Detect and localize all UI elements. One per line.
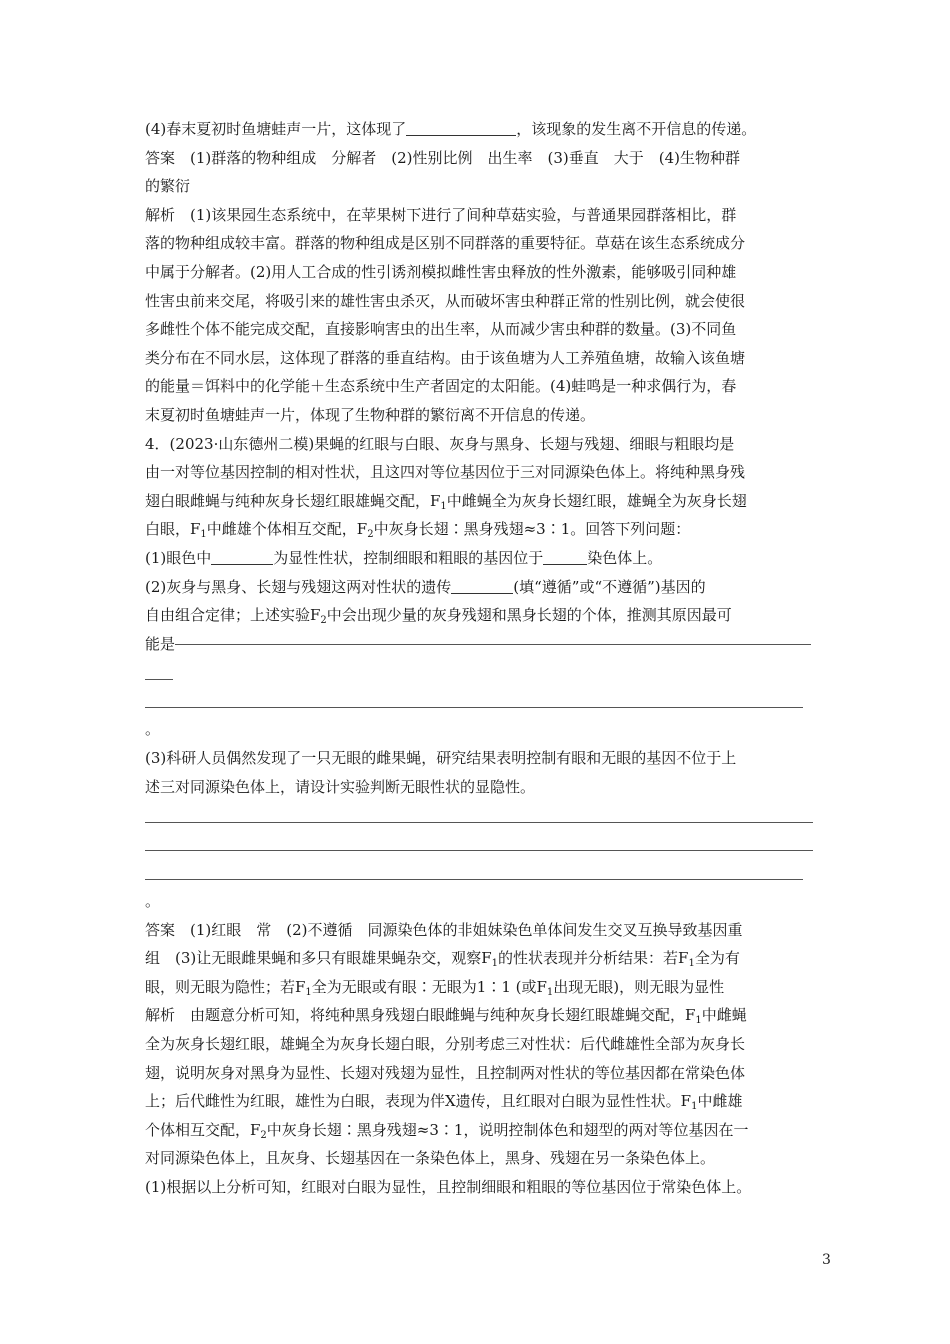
q4-part2: (2)灰身与黑身、长翅与残翅这两对性状的遗传 (填“遵循”或“不遵循”)基因的 自由组合定律；上述实验$F_2$中会出现少量的灰身残翅和黑身长翅的个体，推测其原因最可 能是 。 (145, 573, 813, 745)
fill-blank-eye-color[interactable] (211, 548, 273, 565)
q3-analysis: 解析 (1)该果园生态系统中，在苹果树下进行了间种草菇实验，与普通果园群落相比，群 落的物种组成较丰富。群落的物种组成是区别不同群落的重要特征。草菇在该生态系统成分 中属于分解者。(2)用人工合成的性引诱剂模拟雌性害虫释放的性外激素，能够吸引同种雄 性害虫前来交尾，将吸引来的雄性害虫杀灭，从而破坏害虫种群正常的性别比例，就会使很 多雌性个体不能完成交配，直接影响害虫的出生率，从而减少害虫种群的数量。(3)不同鱼 类分布在不同水层，这体现了群落的垂直结构。由于该鱼塘为人工养殖鱼塘，故输入该鱼塘 的能量＝饵料中的化学能＋生态系统中生产者固定的太阳能。(4)蛙鸣是一种求偶行为，春 末夏初时鱼塘蛙声一片，体现了生物种群的繁衍离不开信息的传递。 (145, 205, 746, 424)
q4-part1: (1)眼色中 为显性性状，控制细眼和粗眼的基因位于 染色体上。 (145, 548, 663, 567)
answer-line[interactable] (145, 858, 813, 887)
page-number: 3 (822, 1252, 831, 1268)
q4-answer: 答案 (1)红眼 常 (2)不遵循 同源染色体的非姐妹染色单体间发生交叉互换导致基因重 组 (3)让无眼雌果蝇和多只有眼雄果蝇杂交，观察$F_1$的性状表现并分析结果：若$F_1$全为有 眼，则无眼为隐性；若$F_1$全为无眼或有眼∶无眼为1∶1 (或$F_1$出现无眼)，则无眼为显性 (145, 920, 743, 998)
answer-line[interactable] (145, 801, 813, 830)
answer-line[interactable] (145, 658, 813, 687)
document-page (145, 115, 813, 1202)
answer-line[interactable] (145, 830, 813, 859)
q4-analysis: 解析 由题意分析可知，将纯种黑身残翅白眼雌蝇与纯种灰身长翅红眼雄蝇交配，$F_1$中雌蝇 全为灰身长翅红眼，雄蝇全为灰身长翅白眼，分别考虑三对性状：后代雌雄性全部为灰身长 翅，说明灰身对黑身为显性、长翅对残翅为显性，且控制两对性状的等位基因都在常染色体 上；后代雌性为红眼，雄性为白眼，表现为伴X遗传，且红眼对白眼为显性性状。$F_1$中雌雄 个体相互交配，$F_2$中灰身长翅∶黑身残翅≈3∶1，说明控制体色和翅型的两对等位基因在一 对同源染色体上，且灰身、长翅基因在一条染色体上，黑身、残翅在另一条染色体上。 (1)根据以上分析可知，红眼对白眼为显性，且控制细眼和粗眼的等位基因位于常染色体上。 (145, 1006, 752, 1196)
fill-blank[interactable] (406, 119, 516, 136)
answer-line[interactable] (175, 644, 811, 645)
q3-part4: (4)春末夏初时鱼塘蛙声一片，这体现了 ，该现象的发生离不开信息的传递。 (145, 120, 757, 138)
fill-blank-chromosome[interactable] (543, 548, 587, 565)
q3-answer: 答案 (1)群落的物种组成 分解者 (2)性别比例 出生率 (3)垂直 大于 (4)生物种群 的繁衍 (145, 148, 740, 196)
answer-line[interactable] (145, 687, 813, 716)
fill-blank-follow[interactable] (451, 577, 513, 594)
q4-stem: 4．(2023·山东德州二模)果蝇的红眼与白眼、灰身与黑身、长翅与残翅、细眼与粗眼均是 由一对等位基因控制的相对性状，且这四对等位基因位于三对同源染色体上。将纯种黑身残 翅白眼雌蝇与纯种灰身长翅红眼雄蝇交配，$F_1$中雌蝇全为灰身长翅红眼，雄蝇全为灰身长翅 白眼，$F_1$中雌雄个体相互交配，$F_2$中灰身长翅∶黑身残翅≈3∶1。回答下列问题： (145, 434, 747, 541)
q4-part3: (3)科研人员偶然发现了一只无眼的雌果蝇，研究结果表明控制有眼和无眼的基因不位于上 述三对同源染色体上，请设计实验判断无眼性状的显隐性。 。 (145, 744, 813, 916)
